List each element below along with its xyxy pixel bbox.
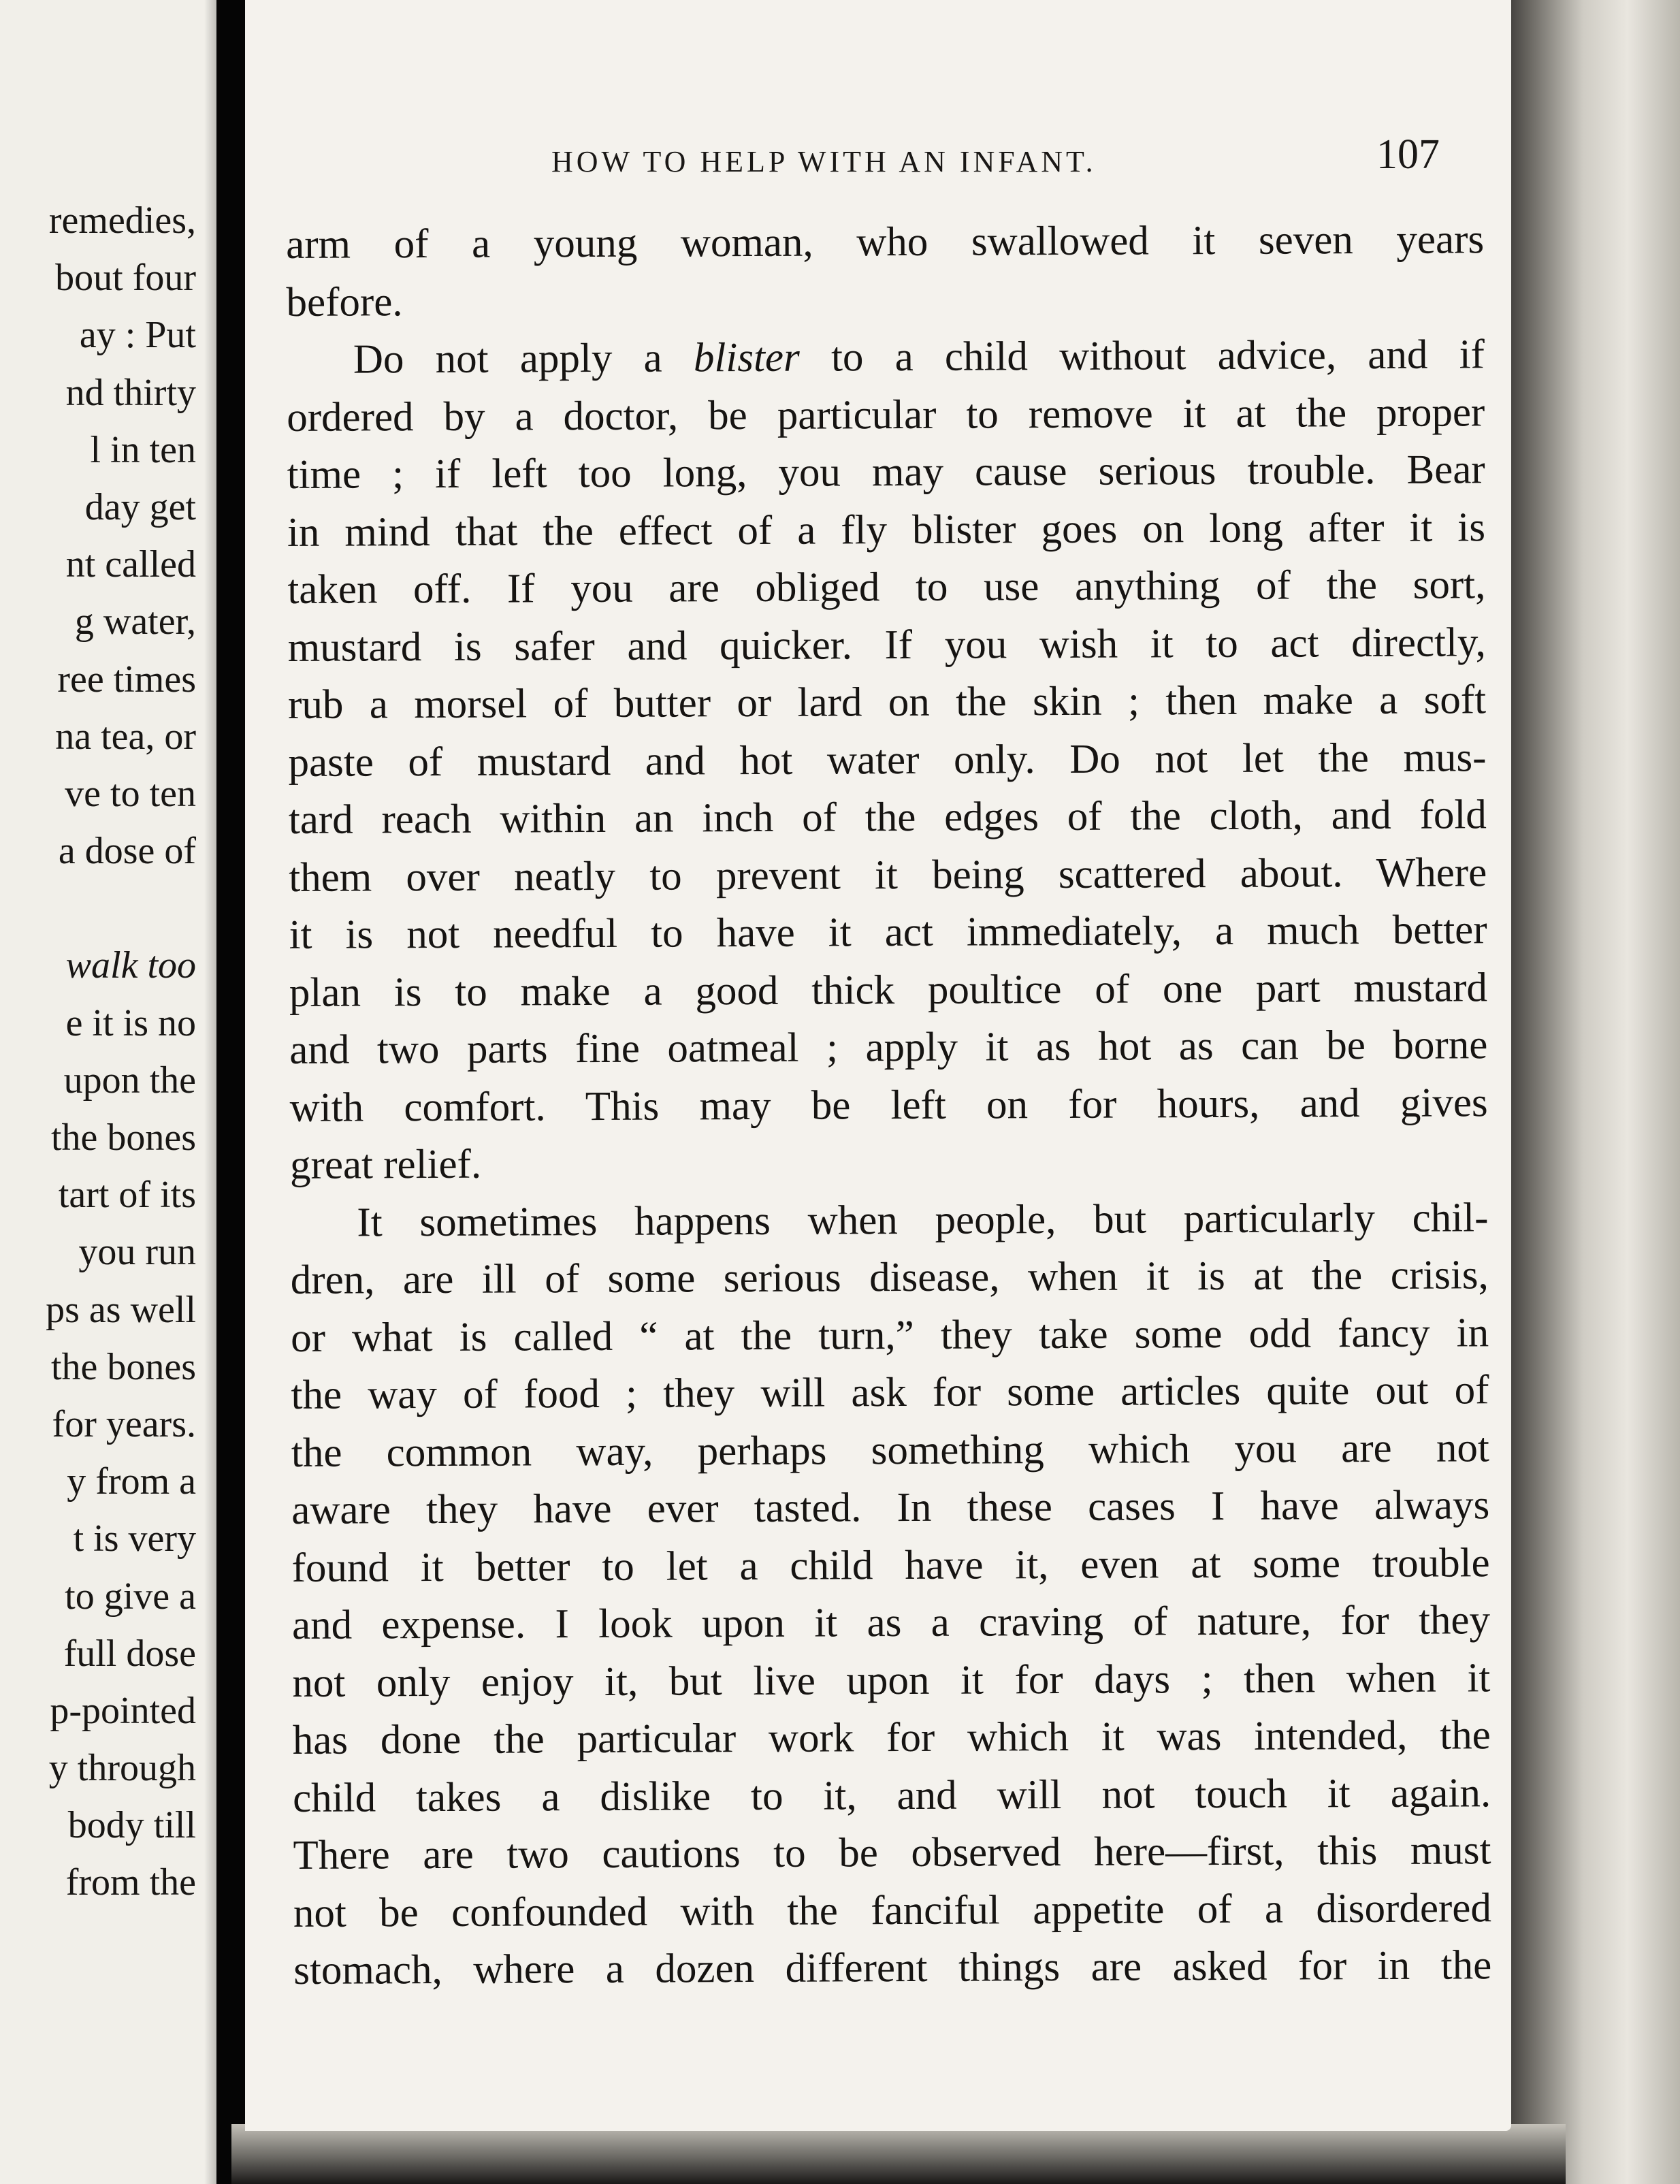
page-edge-stack	[1504, 0, 1680, 2184]
left-line: ay : Put	[79, 314, 196, 357]
left-page-text	[0, 192, 216, 1912]
left-line: nd thirty	[65, 371, 196, 414]
text-line: and two parts fine oatmeal ; apply it as hot as can be borne	[289, 1022, 1488, 1073]
text-line	[287, 326, 1485, 389]
text-line: mustard is safer and quicker. If you wish it to act directly,	[287, 619, 1486, 671]
page-number: 107	[1376, 131, 1440, 178]
text-line: them over neatly to prevent it being scattered about. Where	[289, 849, 1487, 901]
text-line: paste of mustard and hot water only. Do not let the mus-	[288, 734, 1487, 786]
text-line: it is not needful to have it act immediately, a much better	[289, 907, 1487, 958]
text-line: has done the particular work for which it was intended, the	[292, 1712, 1491, 1763]
page-bottom-edge	[231, 2124, 1566, 2184]
text-line: with comfort. This may be left on for hours, and gives	[289, 1079, 1488, 1131]
left-line: to give a	[65, 1575, 196, 1618]
left-line	[0, 880, 216, 937]
left-line: ve to ten	[65, 772, 196, 815]
text-run: to a child without advice, and if	[830, 332, 1485, 381]
left-line: you run	[78, 1231, 196, 1274]
left-line: ree times	[57, 658, 196, 701]
text-line: child takes a dislike to it, and will not touch it again.	[292, 1769, 1491, 1821]
text-line: taken off. If you are obliged to use anything of the sort,	[287, 562, 1486, 613]
text-line: There are two cautions to be observed here—first, this must	[293, 1827, 1491, 1878]
left-line: remedies,	[48, 199, 196, 242]
left-line	[0, 937, 216, 994]
text-line: tard reach within an inch of the edges of the cloth, and fold	[288, 792, 1487, 843]
left-line: tart of its	[58, 1174, 196, 1217]
left-line: p-pointed	[50, 1689, 196, 1732]
text-line: stomach, where a dozen different things are asked for in the	[293, 1942, 1492, 1993]
text-line: great relief.	[289, 1141, 482, 1188]
text-line: ordered by a doctor, be particular to remove it at the proper	[287, 389, 1485, 440]
text-run: Do not apply a	[353, 335, 662, 383]
left-line: full dose	[63, 1632, 196, 1675]
left-line: the bones	[50, 1345, 196, 1388]
running-title: HOW TO HELP WITH AN INFANT.	[551, 145, 1097, 178]
left-line: bout four	[55, 257, 196, 300]
left-line: t is very	[73, 1517, 196, 1560]
left-facing-page	[0, 0, 216, 2184]
text-line: time ; if left too long, you may cause serious trouble. Bear	[287, 447, 1485, 498]
text-line: found it better to let a child have it, even at some trouble	[291, 1539, 1490, 1591]
left-line: a dose of	[58, 830, 196, 873]
left-line: nt called	[65, 543, 196, 586]
text-line: plan is to make a good thick poultice of one part mustard	[289, 964, 1488, 1016]
left-line: y from a	[67, 1460, 196, 1503]
text-line: and expense. I look upon it as a craving of nature, for they	[291, 1597, 1491, 1648]
text-line: or what is called “ at the turn,” they take some odd fancy in	[291, 1309, 1489, 1361]
text-line: It sometimes happens when people, but particularly chil-	[357, 1194, 1489, 1246]
left-line: the bones	[50, 1117, 196, 1159]
text-line: the way of food ; they will ask for some articles quite out of	[291, 1367, 1489, 1418]
left-line: g water,	[74, 600, 196, 643]
text-line: the common way, perhaps something which you are not	[291, 1424, 1490, 1476]
text-line: before.	[286, 278, 403, 325]
left-line: ps as well	[46, 1288, 196, 1331]
left-line: y through	[48, 1747, 196, 1790]
left-line: e it is no	[65, 1001, 196, 1044]
body-text	[286, 211, 1491, 2000]
running-head	[245, 131, 1511, 178]
left-line-italic: walk too	[65, 944, 196, 987]
left-line: na tea, or	[55, 715, 196, 758]
text-line: dren, are ill of some serious disease, when it is at the crisis,	[290, 1252, 1489, 1303]
left-line: upon the	[63, 1059, 196, 1102]
left-line: from the	[65, 1861, 196, 1904]
text-line: arm of a young woman, who swallowed it seven years	[286, 216, 1485, 268]
text-line: in mind that the effect of a fly blister goes on long after it is	[287, 504, 1486, 556]
italic-word-blister: blister	[693, 334, 800, 381]
main-page	[245, 0, 1511, 2131]
gutter-shadow	[204, 0, 216, 2184]
text-line: rub a morsel of butter or lard on the skin ; then make a soft	[287, 677, 1487, 728]
left-line: day get	[84, 485, 196, 528]
text-line: not only enjoy it, but live upon it for days ; then when it	[292, 1654, 1491, 1706]
left-line: body till	[67, 1804, 196, 1847]
text-line: not be confounded with the fanciful appetite of a disordered	[293, 1884, 1492, 1936]
left-line: l in ten	[90, 428, 196, 471]
left-line: for years.	[52, 1402, 196, 1445]
text-line: aware they have ever tasted. In these cases I have always	[291, 1482, 1490, 1533]
